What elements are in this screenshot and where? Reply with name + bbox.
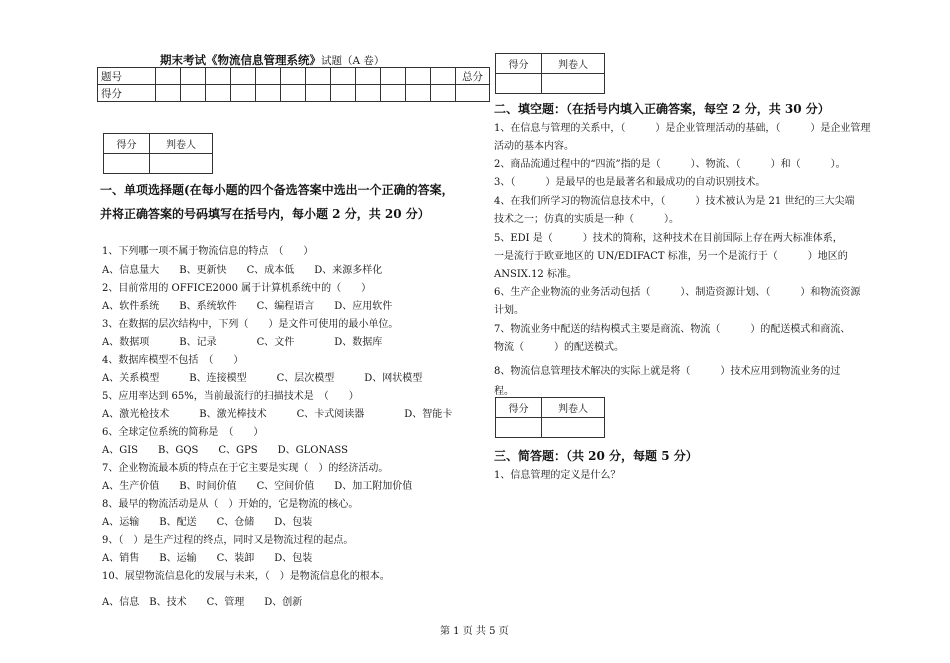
grader-name-label: 判卷人 [542, 398, 605, 418]
question-line: 活动的基本内容。 [494, 141, 574, 152]
section1-heading-line1: 一、单项选择题(在每小题的四个备选答案中选出一个正确的答案， [100, 183, 454, 197]
question-line: A、信息 B、技术 C、管理 D、创新 [102, 597, 303, 608]
question-line: 2、目前常用的 OFFICE2000 属于计算机系统中的（ ） [102, 283, 372, 294]
grader-name-label: 判卷人 [150, 134, 213, 154]
section1-heading-line2: 并将正确答案的号码填写在括号内，每小题 2 分，共 20 分） [100, 207, 430, 221]
grader-score-cell [496, 418, 542, 438]
score-cell [356, 85, 381, 102]
question-line: A、销售 B、运输 C、装卸 D、包装 [102, 553, 313, 564]
score-cell [306, 85, 331, 102]
score-cell [156, 85, 181, 102]
question-line: ANSIX.12 标准。 [494, 269, 577, 280]
question-line: 程。 [494, 386, 514, 397]
question-line: A、生产价值 B、时间价值 C、空间价值 D、加工附加价值 [102, 481, 413, 492]
question-line: 7、企业物流最本质的特点在于它主要是实现（ ）的经济活动。 [102, 463, 389, 474]
question-line: 8、最早的物流活动是从（ ）开始的，它是物流的核心。 [102, 499, 359, 510]
question-line: 10、展望物流信息化的发展与未来，（ ）是物流信息化的根本。 [102, 571, 390, 582]
question-line: A、GIS B、GQS C、GPS D、GLONASS [102, 445, 348, 456]
question-line: 1、在信息与管理的关系中，（ ）是企业管理活动的基础，（ ）是企业管理 [494, 123, 871, 134]
question-line: A、软件系统 B、系统软件 C、编程语言 D、应用软件 [102, 301, 393, 312]
grader-box [495, 397, 605, 438]
score-cell [406, 85, 431, 102]
score-cell [231, 85, 256, 102]
grader-name-cell [542, 74, 605, 94]
grader-score-label: 得分 [104, 134, 150, 154]
question-line: A、关系模型 B、连接模型 C、层次模型 D、网状模型 [102, 373, 423, 384]
grader-name-cell [542, 418, 605, 438]
score-table [97, 67, 490, 102]
score-cell [156, 68, 181, 85]
score-table-number-label: 题号 [98, 68, 156, 85]
question-line: 一是流行于欧亚地区的 UN/EDIFACT 标准，另一个是流行于（ ）地区的 [494, 251, 848, 262]
grader-score-cell [104, 154, 150, 174]
question-line: 7、物流业务中配送的结构模式主要是商流、物流（ ）的配送模式和商流、 [494, 324, 851, 335]
question-line: 4、在我们所学习的物流信息技术中，（ ）技术被认为是 21 世纪的三大尖端 [494, 196, 855, 207]
score-cell [356, 68, 381, 85]
page-footer: 第 1 页 共 5 页 [440, 626, 509, 637]
question-line: 4、数据库模型不包括 （ ） [102, 355, 244, 366]
score-cell [181, 68, 206, 85]
grader-box [103, 133, 213, 174]
grader-score-label: 得分 [496, 54, 542, 74]
question-line: 物流（ ）的配送模式。 [494, 342, 624, 353]
question-line: A、运输 B、配送 C、仓储 D、包装 [102, 517, 313, 528]
grader-name-cell [150, 154, 213, 174]
grader-name-label: 判卷人 [542, 54, 605, 74]
score-cell [406, 68, 431, 85]
score-cell [206, 85, 231, 102]
question-line: 1、信息管理的定义是什么？ [494, 470, 621, 481]
grader-box [495, 53, 605, 94]
question-line: 5、EDI 是（ ）技术的简称，这种技术在目前国际上存在两大标准体系， [494, 233, 843, 244]
question-line: 9、（ ）是生产过程的终点，同时又是物流过程的起点。 [102, 535, 354, 546]
score-cell [331, 85, 356, 102]
score-cell [381, 85, 406, 102]
score-cell [331, 68, 356, 85]
score-table-row-number [98, 68, 490, 85]
score-cell [381, 68, 406, 85]
question-line: 3、在数据的层次结构中，下列（ ）是文件可使用的最小单位。 [102, 319, 399, 330]
question-line: 8、物流信息管理技术解决的实际上就是将（ ）技术应用到物流业务的过 [494, 366, 841, 377]
grader-score-cell [496, 74, 542, 94]
score-cell [306, 68, 331, 85]
question-line: A、信息量大 B、更新快 C、成本低 D、来源多样化 [102, 265, 383, 276]
score-cell [206, 68, 231, 85]
score-cell [181, 85, 206, 102]
question-line: 5、应用率达到 65%，当前最流行的扫描技术是 （ ） [102, 391, 359, 402]
question-line: 6、全球定位系统的简称是 （ ） [102, 427, 264, 438]
exam-title [160, 52, 384, 68]
section2-heading: 二、填空题：（在括号内填入正确答案，每空 2 分，共 30 分） [494, 102, 830, 116]
score-cell-total [456, 85, 490, 102]
question-line: 6、生产企业物流的业务活动包括（ ）、制造资源计划、（ ）和物流资源 [494, 287, 861, 298]
score-table-total-label: 总分 [456, 68, 490, 85]
score-table-score-label: 得分 [98, 85, 156, 102]
question-line: A、激光枪技术 B、激光棒技术 C、卡式阅读器 D、智能卡 [102, 409, 453, 420]
score-cell [256, 85, 281, 102]
score-cell [281, 85, 306, 102]
score-cell [431, 68, 456, 85]
score-cell [256, 68, 281, 85]
score-table-row-score [98, 85, 490, 102]
section3-heading: 三、简答题：（共 20 分，每题 5 分） [494, 449, 698, 463]
question-line: 3、（ ）是最早的也是最著名和最成功的自动识别技术。 [494, 177, 766, 188]
question-line: 1、下列哪一项不属于物流信息的特点 （ ） [102, 246, 314, 257]
exam-title-main: 期末考试《物流信息管理系统》 [160, 53, 321, 67]
question-line: 计划。 [494, 305, 524, 316]
grader-score-label: 得分 [496, 398, 542, 418]
score-cell [281, 68, 306, 85]
score-cell [231, 68, 256, 85]
exam-title-suffix: 试题（A 卷） [321, 55, 385, 67]
question-line: 技术之一；仿真的实质是一种（ ）。 [494, 214, 679, 225]
question-line: A、数据项 B、记录 C、文件 D、数据库 [102, 337, 383, 348]
question-line: 2、商品流通过程中的“四流”指的是（ ）、物流、（ ）和（ ）。 [494, 159, 846, 170]
score-cell [431, 85, 456, 102]
